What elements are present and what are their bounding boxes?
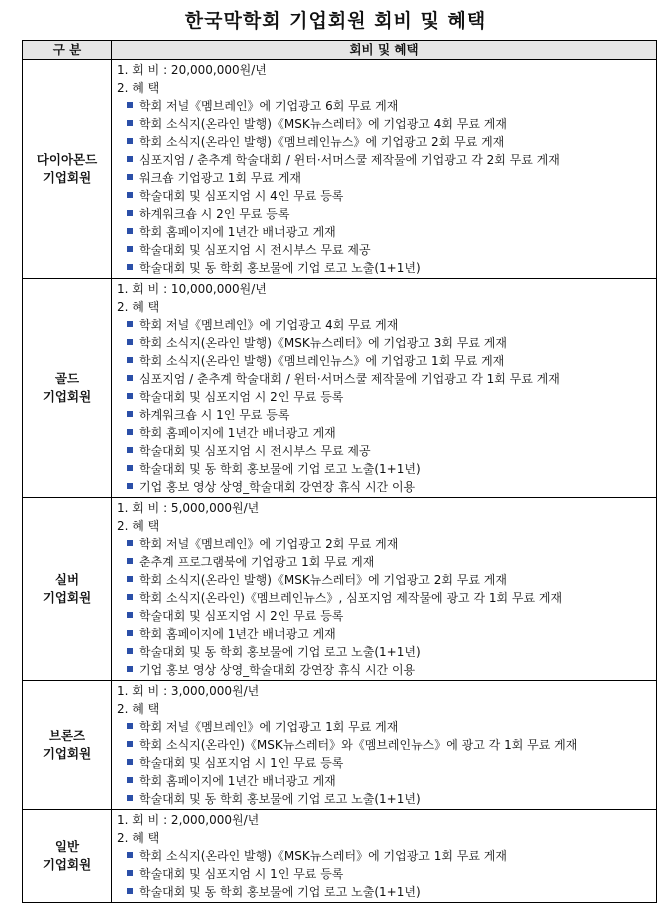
benefit-text: 학회 홈페이지에 1년간 배너광고 게재 bbox=[139, 426, 336, 440]
benefit-item bbox=[117, 259, 656, 277]
fee-line: 1. 회 비 : 5,000,000원/년 bbox=[117, 501, 260, 515]
fee-line: 1. 회 비 : 20,000,000원/년 bbox=[117, 63, 267, 77]
square-bullet-icon bbox=[127, 870, 133, 876]
tier-name-suffix: 기업회원 bbox=[42, 170, 92, 185]
benefit-item bbox=[117, 406, 656, 424]
benefit-item bbox=[117, 97, 656, 115]
benefit-item bbox=[117, 607, 656, 625]
tier-row-general bbox=[23, 810, 657, 903]
benefit-item bbox=[117, 718, 656, 736]
table-header-row bbox=[23, 41, 657, 60]
benefits-heading: 2. 혜 택 bbox=[117, 300, 160, 314]
square-bullet-icon bbox=[127, 540, 133, 546]
square-bullet-icon bbox=[127, 483, 133, 489]
benefit-text: 심포지엄 / 춘추계 학술대회 / 윈터·서머스쿨 제작물에 기업광고 각 2회 무료 게재 bbox=[139, 153, 560, 167]
benefit-text: 학술대회 및 심포지엄 시 2인 무료 등록 bbox=[139, 609, 344, 623]
benefit-text: 학회 소식지(온라인 발행)《MSK뉴스레터》에 기업광고 2회 무료 게재 bbox=[139, 573, 507, 587]
tier-content-cell bbox=[112, 681, 657, 810]
square-bullet-icon bbox=[127, 558, 133, 564]
benefit-item bbox=[117, 589, 656, 607]
tier-name-cell bbox=[23, 810, 112, 903]
benefit-text: 학회 소식지(온라인 발행)《MSK뉴스레터》에 기업광고 3회 무료 게재 bbox=[139, 336, 507, 350]
square-bullet-icon bbox=[127, 321, 133, 327]
square-bullet-icon bbox=[127, 795, 133, 801]
benefit-text: 학술대회 및 동 학회 홍보물에 기업 로고 노출(1+1년) bbox=[139, 261, 421, 275]
benefit-text: 학회 홈페이지에 1년간 배너광고 게재 bbox=[139, 225, 336, 239]
benefit-text: 학회 소식지(온라인 발행)《MSK뉴스레터》에 기업광고 1회 무료 게재 bbox=[139, 849, 507, 863]
benefit-text: 하계워크숍 시 2인 무료 등록 bbox=[139, 207, 290, 221]
tier-name: 다이아몬드 bbox=[36, 152, 98, 167]
benefit-item bbox=[117, 625, 656, 643]
benefit-text: 학술대회 및 동 학회 홍보물에 기업 로고 노출(1+1년) bbox=[139, 792, 421, 806]
benefit-item bbox=[117, 187, 656, 205]
square-bullet-icon bbox=[127, 264, 133, 270]
benefit-item bbox=[117, 241, 656, 259]
benefit-text: 워크숍 기업광고 1회 무료 게재 bbox=[139, 171, 301, 185]
benefits-table bbox=[22, 40, 657, 903]
square-bullet-icon bbox=[127, 576, 133, 582]
benefit-item bbox=[117, 478, 656, 496]
benefit-text: 학회 소식지(온라인 발행)《멤브레인뉴스》에 기업광고 1회 무료 게재 bbox=[139, 354, 505, 368]
benefit-text: 학술대회 및 심포지엄 시 전시부스 무료 제공 bbox=[139, 444, 371, 458]
square-bullet-icon bbox=[127, 723, 133, 729]
benefit-item bbox=[117, 772, 656, 790]
tier-content-cell bbox=[112, 498, 657, 681]
square-bullet-icon bbox=[127, 852, 133, 858]
tier-name-cell bbox=[23, 681, 112, 810]
square-bullet-icon bbox=[127, 156, 133, 162]
tier-name: 실버 bbox=[54, 572, 80, 587]
tier-name-suffix: 기업회원 bbox=[42, 389, 92, 404]
square-bullet-icon bbox=[127, 411, 133, 417]
benefit-text: 학술대회 및 심포지엄 시 1인 무료 등록 bbox=[139, 756, 344, 770]
benefit-item bbox=[117, 736, 656, 754]
square-bullet-icon bbox=[127, 630, 133, 636]
square-bullet-icon bbox=[127, 357, 133, 363]
benefit-text: 기업 홍보 영상 상영_학술대회 강연장 휴식 시간 이용 bbox=[139, 480, 416, 494]
fee-line: 1. 회 비 : 3,000,000원/년 bbox=[117, 684, 260, 698]
tier-name-suffix: 기업회원 bbox=[42, 857, 92, 872]
tier-name-suffix: 기업회원 bbox=[42, 590, 92, 605]
benefit-text: 학회 홈페이지에 1년간 배너광고 게재 bbox=[139, 627, 336, 641]
benefit-text: 학회 홈페이지에 1년간 배너광고 게재 bbox=[139, 774, 336, 788]
tier-row-silver bbox=[23, 498, 657, 681]
benefit-item bbox=[117, 883, 656, 901]
benefit-item bbox=[117, 133, 656, 151]
benefit-item bbox=[117, 151, 656, 169]
tier-row-diamond bbox=[23, 60, 657, 279]
header-fees-benefits: 회비 및 혜택 bbox=[112, 41, 657, 60]
benefit-item bbox=[117, 460, 656, 478]
square-bullet-icon bbox=[127, 465, 133, 471]
benefit-text: 학회 저널《멤브레인》에 기업광고 4회 무료 게재 bbox=[139, 318, 399, 332]
benefit-item bbox=[117, 388, 656, 406]
tier-content-cell bbox=[112, 60, 657, 279]
page-title: 한국막학회 기업회원 회비 및 혜택 bbox=[184, 10, 487, 32]
tier-name: 골드 bbox=[54, 371, 80, 386]
square-bullet-icon bbox=[127, 246, 133, 252]
tier-name-cell bbox=[23, 279, 112, 498]
tier-name: 브론즈 bbox=[48, 728, 86, 743]
benefits-heading: 2. 혜 택 bbox=[117, 519, 160, 533]
benefit-text: 학술대회 및 심포지엄 시 전시부스 무료 제공 bbox=[139, 243, 371, 257]
tier-name: 일반 bbox=[54, 839, 80, 854]
tier-content-cell bbox=[112, 279, 657, 498]
benefit-item bbox=[117, 865, 656, 883]
square-bullet-icon bbox=[127, 888, 133, 894]
square-bullet-icon bbox=[127, 777, 133, 783]
benefit-text: 학회 소식지(온라인 발행)《멤브레인뉴스》에 기업광고 2회 무료 게재 bbox=[139, 135, 505, 149]
benefit-text: 학회 저널《멤브레인》에 기업광고 6회 무료 게재 bbox=[139, 99, 399, 113]
benefit-text: 학술대회 및 심포지엄 시 4인 무료 등록 bbox=[139, 189, 344, 203]
tier-row-gold bbox=[23, 279, 657, 498]
benefit-text: 학술대회 및 심포지엄 시 1인 무료 등록 bbox=[139, 867, 344, 881]
benefit-text: 심포지엄 / 춘추계 학술대회 / 윈터·서머스쿨 제작물에 기업광고 각 1회 무료 게재 bbox=[139, 372, 560, 386]
benefit-item bbox=[117, 115, 656, 133]
benefit-text: 학술대회 및 심포지엄 시 2인 무료 등록 bbox=[139, 390, 344, 404]
square-bullet-icon bbox=[127, 138, 133, 144]
benefits-heading: 2. 혜 택 bbox=[117, 831, 160, 845]
square-bullet-icon bbox=[127, 339, 133, 345]
square-bullet-icon bbox=[127, 393, 133, 399]
square-bullet-icon bbox=[127, 447, 133, 453]
tier-name-cell bbox=[23, 60, 112, 279]
square-bullet-icon bbox=[127, 192, 133, 198]
tier-row-bronze bbox=[23, 681, 657, 810]
benefit-item bbox=[117, 370, 656, 388]
benefits-heading: 2. 혜 택 bbox=[117, 702, 160, 716]
square-bullet-icon bbox=[127, 210, 133, 216]
square-bullet-icon bbox=[127, 612, 133, 618]
square-bullet-icon bbox=[127, 102, 133, 108]
benefit-text: 학회 저널《멤브레인》에 기업광고 2회 무료 게재 bbox=[139, 537, 399, 551]
benefit-item bbox=[117, 754, 656, 772]
benefit-item bbox=[117, 334, 656, 352]
benefit-text: 하계워크숍 시 1인 무료 등록 bbox=[139, 408, 290, 422]
header-category: 구 분 bbox=[23, 41, 112, 60]
tier-content-cell bbox=[112, 810, 657, 903]
square-bullet-icon bbox=[127, 666, 133, 672]
tier-rows bbox=[23, 60, 657, 903]
benefit-text: 학술대회 및 동 학회 홍보물에 기업 로고 노출(1+1년) bbox=[139, 645, 421, 659]
benefit-text: 학회 소식지(온라인)《MSK뉴스레터》와《멤브레인뉴스》에 광고 각 1회 무료 게재 bbox=[139, 738, 578, 752]
benefit-item bbox=[117, 847, 656, 865]
benefit-item bbox=[117, 442, 656, 460]
benefit-item bbox=[117, 169, 656, 187]
benefit-item bbox=[117, 571, 656, 589]
tier-name-cell bbox=[23, 498, 112, 681]
square-bullet-icon bbox=[127, 228, 133, 234]
benefit-item bbox=[117, 352, 656, 370]
benefit-item bbox=[117, 205, 656, 223]
square-bullet-icon bbox=[127, 174, 133, 180]
square-bullet-icon bbox=[127, 759, 133, 765]
benefit-item bbox=[117, 223, 656, 241]
square-bullet-icon bbox=[127, 594, 133, 600]
benefit-item bbox=[117, 424, 656, 442]
square-bullet-icon bbox=[127, 741, 133, 747]
benefit-item bbox=[117, 643, 656, 661]
square-bullet-icon bbox=[127, 648, 133, 654]
benefit-item bbox=[117, 553, 656, 571]
benefit-text: 학술대회 및 동 학회 홍보물에 기업 로고 노출(1+1년) bbox=[139, 885, 421, 899]
benefit-item bbox=[117, 661, 656, 679]
fee-line: 1. 회 비 : 2,000,000원/년 bbox=[117, 813, 260, 827]
square-bullet-icon bbox=[127, 120, 133, 126]
benefits-heading: 2. 혜 택 bbox=[117, 81, 160, 95]
benefit-text: 학회 저널《멤브레인》에 기업광고 1회 무료 게재 bbox=[139, 720, 399, 734]
benefit-item bbox=[117, 316, 656, 334]
benefit-text: 기업 홍보 영상 상영_학술대회 강연장 휴식 시간 이용 bbox=[139, 663, 416, 677]
benefit-item bbox=[117, 790, 656, 808]
benefit-text: 학회 소식지(온라인)《멤브레인뉴스》, 심포지엄 제작물에 광고 각 1회 무료 게재 bbox=[139, 591, 563, 605]
benefit-text: 춘추계 프로그램북에 기업광고 1회 무료 게재 bbox=[139, 555, 375, 569]
benefit-text: 학회 소식지(온라인 발행)《MSK뉴스레터》에 기업광고 4회 무료 게재 bbox=[139, 117, 507, 131]
square-bullet-icon bbox=[127, 375, 133, 381]
square-bullet-icon bbox=[127, 429, 133, 435]
benefit-item bbox=[117, 535, 656, 553]
benefit-text: 학술대회 및 동 학회 홍보물에 기업 로고 노출(1+1년) bbox=[139, 462, 421, 476]
fee-line: 1. 회 비 : 10,000,000원/년 bbox=[117, 282, 267, 296]
tier-name-suffix: 기업회원 bbox=[42, 746, 92, 761]
